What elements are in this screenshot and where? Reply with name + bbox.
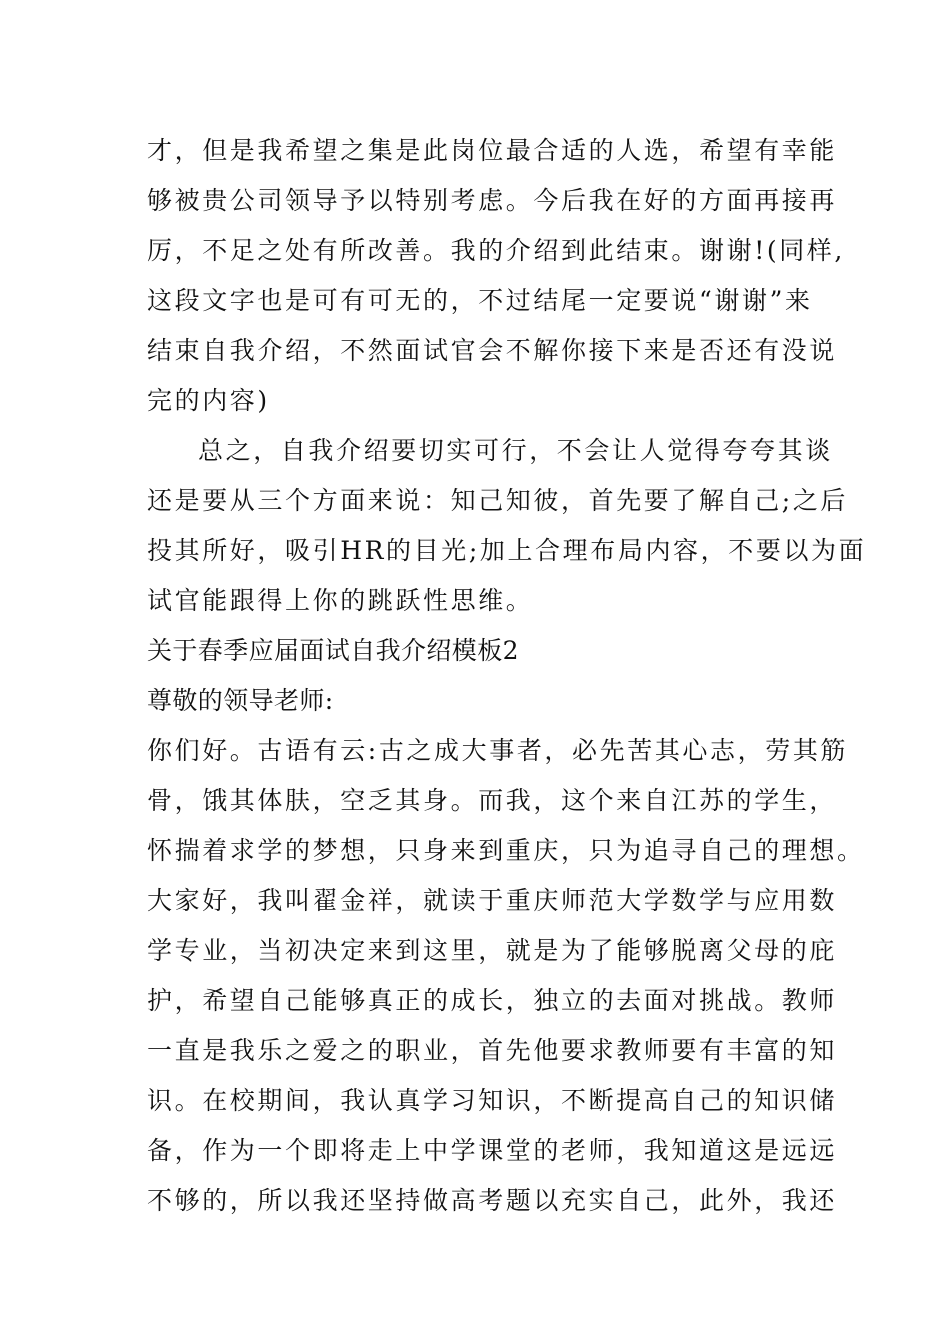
body-text-line: 这段文字也是可有可无的，不过结尾一定要说“谢谢”来 (147, 286, 813, 315)
body-text-line: 厉，不足之处有所改善。我的介绍到此结束。谢谢!(同样, (147, 236, 845, 265)
body-text-line: 够被贵公司领导予以特别考虑。今后我在好的方面再接再 (147, 186, 838, 215)
body-text-line: 备，作为一个即将走上中学课堂的老师，我知道这是远远 (147, 1136, 838, 1165)
salutation: 尊敬的领导老师: (147, 686, 334, 715)
paragraph-first-line: 总之，自我介绍要切实可行，不会让人觉得夸夸其谈 (198, 436, 833, 465)
body-text-line: 试官能跟得上你的跳跃性思维。 (147, 586, 534, 615)
section-heading: 关于春季应届面试自我介绍模板2 (147, 636, 519, 665)
body-text-line: 一直是我乐之爱之的职业，首先他要求教师要有丰富的知 (147, 1036, 838, 1065)
body-text-line: 结束自我介绍，不然面试官会不解你接下来是否还有没说 (147, 336, 838, 365)
body-text-line: 不够的，所以我还坚持做高考题以充实自己，此外，我还 (147, 1186, 838, 1215)
body-text-line: 识。在校期间，我认真学习知识，不断提高自己的知识储 (147, 1086, 838, 1115)
body-text-line: 投其所好，吸引HR的目光;加上合理布局内容，不要以为面 (147, 536, 867, 565)
body-text-line: 骨，饿其体肤，空乏其身。而我，这个来自江苏的学生， (147, 786, 838, 815)
body-text-line: 才，但是我希望之集是此岗位最合适的人选，希望有幸能 (147, 136, 838, 165)
body-text-line: 大家好，我叫翟金祥，就读于重庆师范大学数学与应用数 (147, 886, 838, 915)
body-text-line: 完的内容) (147, 386, 270, 415)
body-text-line: 你们好。古语有云:古之成大事者，必先苦其心志，劳其筋 (147, 736, 849, 765)
body-text-line: 还是要从三个方面来说：知己知彼，首先要了解自己;之后 (147, 486, 849, 515)
body-text-line: 学专业，当初决定来到这里，就是为了能够脱离父母的庇 (147, 936, 838, 965)
body-text-line: 护，希望自己能够真正的成长，独立的去面对挑战。教师 (147, 986, 838, 1015)
body-text-line: 怀揣着求学的梦想，只身来到重庆，只为追寻自己的理想。 (147, 836, 865, 865)
